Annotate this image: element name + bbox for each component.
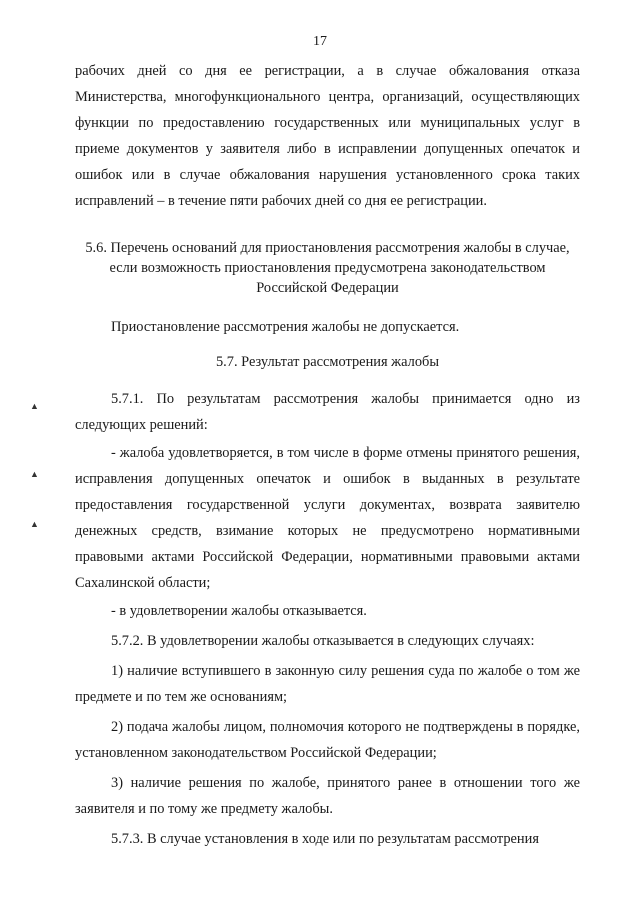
document-body [75,58,580,852]
margin-mark: ▲ [30,401,39,411]
paragraph-5-7-2: 5.7.2. В удовлетворении жалобы отказывается в следующих случаях: [111,633,535,649]
list-item-prior-decision: 3) наличие решения по жалобе, принятого ранее в отношении того же заявителя и по тому же предмету жалобы. [75,775,580,817]
section-heading-5-6: 5.6. Перечень оснований для приостановления рассмотрения жалобы в случае, если возможность приостановления предусмотрена законодательством Российской Федерации [85,240,570,296]
list-item-satisfied: - жалоба удовлетворяется, в том числе в форме отмены принятого решения, исправления допущенных опечаток и ошибок в выданных в результате предоставления государственной услуги документах, возврата заявителю денежных средств, взимание которых не предусмотрено нормативными правовыми актами Российской Федерации, нормативными правовыми актами Сахалинской области; [75,445,580,591]
paragraph-5-7-1: 5.7.1. По результатам рассмотрения жалобы принимается одно из следующих решений: [75,391,580,433]
list-item-refused: - в удовлетворении жалобы отказывается. [111,603,367,619]
paragraph-5-7-3: 5.7.3. В случае установления в ходе или по результатам рассмотрения [111,831,539,847]
list-item-court-decision: 1) наличие вступившего в законную силу решения суда по жалобе о том же предмете и по тем же основаниям; [75,663,580,705]
margin-mark: ▲ [30,519,39,529]
paragraph-suspension: Приостановление рассмотрения жалобы не допускается. [111,319,460,335]
paragraph-deadline: рабочих дней со дня ее регистрации, а в случае обжалования отказа Министерства, многофункционального центра, организаций, осуществляющих функции по предоставлению государственных или муниципальных услуг в приеме документов у заявителя либо в исправлении допущенных опечаток и ошибок или в случае обжалования нарушения установленного срока таких исправлений – в течение пяти рабочих дней со дня ее регистрации. [75,63,580,209]
list-item-unauthorized: 2) подача жалобы лицом, полномочия которого не подтверждены в порядке, установленном законодательством Российской Федерации; [75,719,580,761]
page-number: 17 [313,34,327,49]
margin-mark: ▲ [30,469,39,479]
section-heading-5-7: 5.7. Результат рассмотрения жалобы [215,354,440,370]
